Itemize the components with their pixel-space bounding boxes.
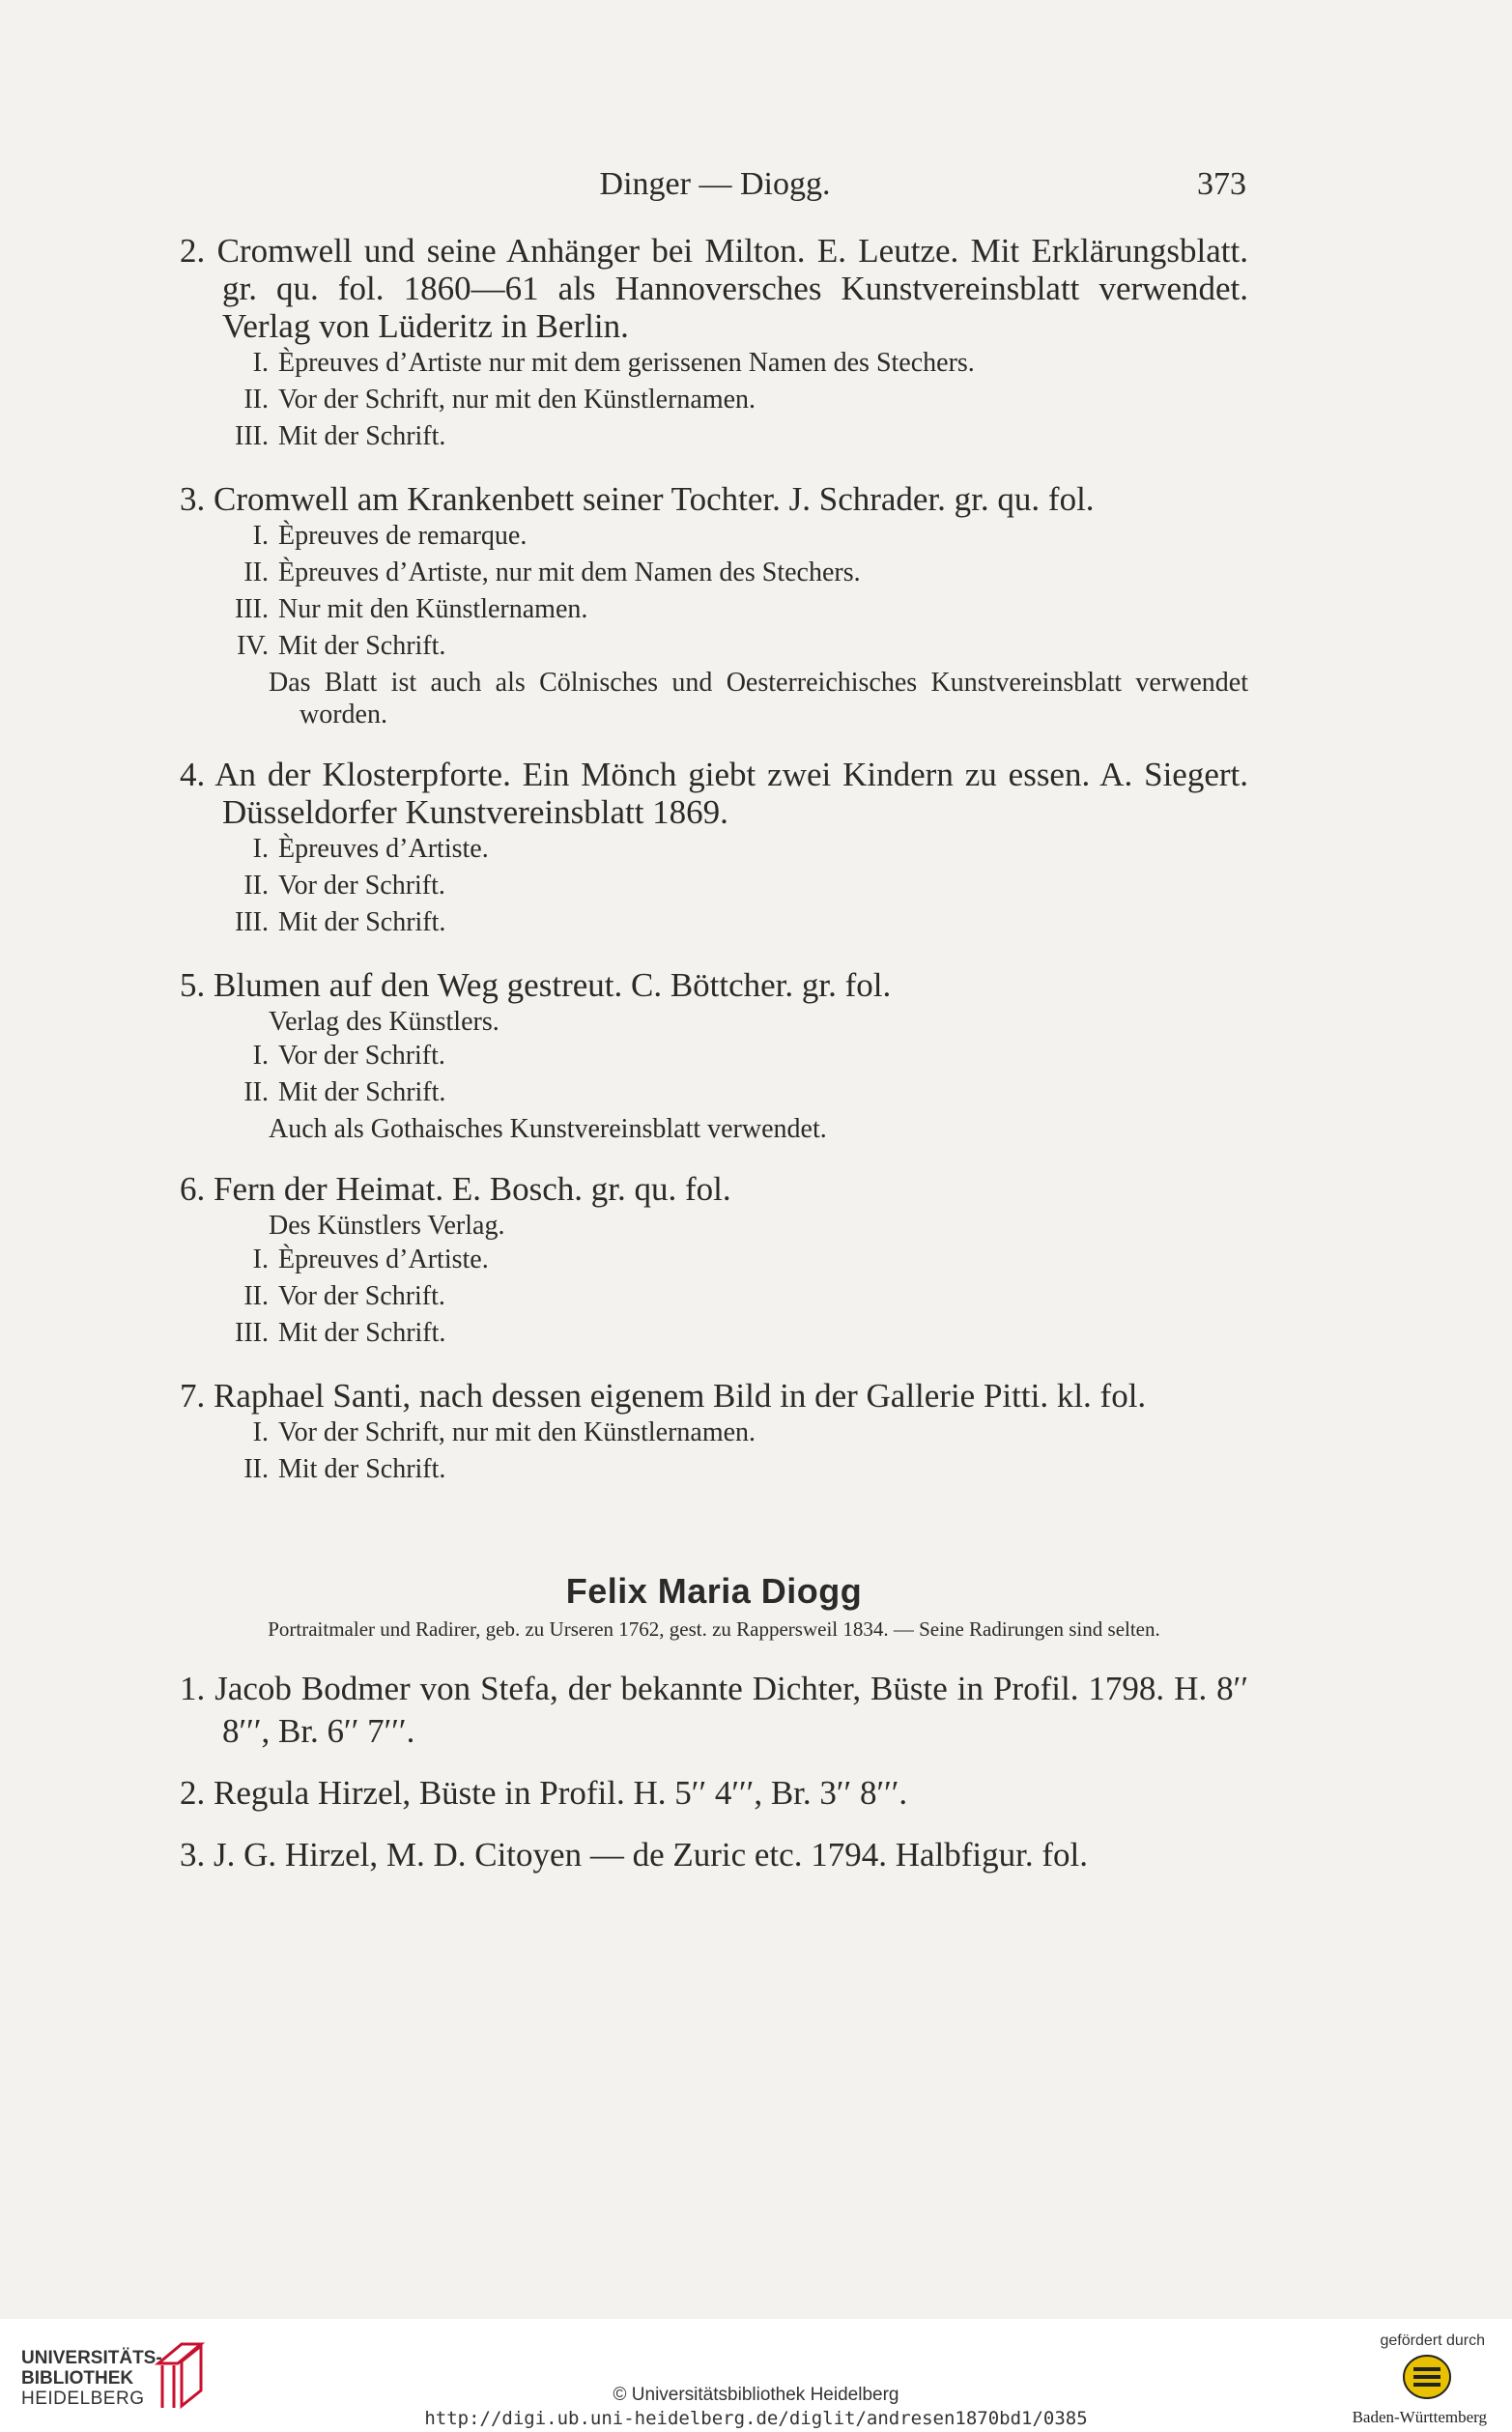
- running-header: [184, 166, 1246, 213]
- state-line: [180, 831, 1248, 868]
- state-number: II.: [243, 385, 269, 415]
- state-line: [180, 1315, 1248, 1352]
- state-number: II.: [243, 871, 269, 901]
- state-line: [180, 1038, 1248, 1074]
- entry-note: Auch als Gothaisches Kunstvereinsblatt verwendet.: [269, 1114, 827, 1144]
- state-line: [180, 628, 1248, 665]
- header-title: Dinger — Diogg.: [599, 166, 831, 202]
- catalogue-entry: [180, 756, 1248, 941]
- library-line3: HEIDELBERG: [21, 2389, 145, 2409]
- state-number: I.: [252, 1245, 269, 1274]
- catalogue-entry: [180, 480, 1248, 730]
- state-line: [180, 1415, 1248, 1451]
- page-footer: [0, 2319, 1512, 2432]
- state-number: II.: [243, 1077, 269, 1107]
- state-text: Mit der Schrift.: [278, 1454, 446, 1484]
- state-line: [180, 1074, 1248, 1111]
- state-text: Nur mit den Künstlernamen.: [278, 594, 588, 624]
- library-line1: UNIVERSITÄTS-: [21, 2348, 162, 2368]
- page-number: 373: [1197, 166, 1246, 202]
- work-item: 2. Regula Hirzel, Büste in Profil. H. 5′′ 4′′′, Br. 3′′ 8′′′.: [180, 1774, 908, 1812]
- state-text: Èpreuves d’Artiste.: [278, 1245, 489, 1274]
- works-list: [180, 1668, 1248, 1876]
- state-line: [180, 382, 1248, 418]
- catalogue-entry: [180, 1377, 1248, 1488]
- state-text: Èpreuves d’Artiste, nur mit dem Namen des Stechers.: [278, 558, 861, 587]
- artist-bio: Portraitmaler und Radirer, geb. zu Urseren 1762, gest. zu Rappersweil 1834. — Seine Radirungen sind selten.: [268, 1617, 1160, 1641]
- library-line2: BIBLIOTHEK: [21, 2368, 134, 2389]
- state-number: I.: [252, 348, 269, 378]
- state-text: Mit der Schrift.: [278, 421, 446, 451]
- entry-list: [180, 232, 1248, 1488]
- entry-title: 3. Cromwell am Krankenbett seiner Tochter. J. Schrader. gr. qu. fol.: [180, 480, 1095, 518]
- artist-heading: Felix Maria Diogg: [565, 1571, 863, 1611]
- entry-title: 7. Raphael Santi, nach dessen eigenem Bild in der Gallerie Pitti. kl. fol.: [180, 1377, 1147, 1415]
- state-number: II.: [243, 558, 269, 587]
- state-line: [180, 345, 1248, 382]
- state-number: I.: [252, 1041, 269, 1071]
- state-text: Mit der Schrift.: [278, 1077, 446, 1107]
- state-line: [180, 591, 1248, 628]
- permalink[interactable]: http://digi.ub.uni-heidelberg.de/diglit/andresen1870bd1/0385: [424, 2408, 1088, 2429]
- work-item: 1. Jacob Bodmer von Stefa, der bekannte Dichter, Büste in Profil. 1798. H. 8′′ 8′′′, Br. 6′′ 7′′′.: [180, 1670, 1248, 1750]
- entry-publisher-note: Verlag des Künstlers.: [269, 1007, 499, 1037]
- catalogue-content: [180, 232, 1248, 1896]
- entry-publisher-note: Des Künstlers Verlag.: [269, 1211, 505, 1241]
- state-number: I.: [252, 1417, 269, 1447]
- state-text: Èpreuves d’Artiste nur mit dem gerissenen Namen des Stechers.: [278, 348, 975, 378]
- copyright-text: © Universitätsbibliothek Heidelberg: [613, 2385, 899, 2405]
- state-line: [180, 868, 1248, 904]
- state-number: III.: [235, 421, 269, 451]
- state-number: III.: [235, 594, 269, 624]
- state-line: [180, 1278, 1248, 1315]
- state-number: I.: [252, 521, 269, 551]
- state-number: III.: [235, 907, 269, 937]
- catalogue-entry: [180, 966, 1248, 1145]
- state-line: [180, 1451, 1248, 1488]
- entry-title: 5. Blumen auf den Weg gestreut. C. Böttcher. gr. fol.: [180, 966, 892, 1004]
- state-line: [180, 1242, 1248, 1278]
- state-line: [180, 904, 1248, 941]
- state-text: Vor der Schrift, nur mit den Künstlernamen.: [278, 385, 756, 415]
- coat-of-arms-icon: [1400, 2352, 1454, 2402]
- state-line: [180, 518, 1248, 555]
- state-text: Vor der Schrift.: [278, 871, 445, 901]
- funder-name: Baden-Württemberg: [1352, 2408, 1487, 2426]
- state-text: Èpreuves de remarque.: [278, 521, 528, 551]
- entry-note: Das Blatt ist auch als Cölnisches und Oesterreichisches Kunstvereinsblatt verwendet worden.: [269, 668, 1248, 730]
- state-number: II.: [243, 1454, 269, 1484]
- state-number: II.: [243, 1281, 269, 1311]
- state-number: I.: [252, 834, 269, 864]
- state-text: Mit der Schrift.: [278, 1318, 446, 1348]
- state-line: [180, 418, 1248, 455]
- state-text: Èpreuves d’Artiste.: [278, 834, 489, 864]
- work-item: 3. J. G. Hirzel, M. D. Citoyen — de Zuric etc. 1794. Halbfigur. fol.: [180, 1836, 1088, 1874]
- catalogue-entry: [180, 1170, 1248, 1352]
- state-text: Vor der Schrift.: [278, 1281, 445, 1311]
- state-text: Mit der Schrift.: [278, 631, 446, 661]
- state-text: Vor der Schrift, nur mit den Künstlernamen.: [278, 1417, 756, 1447]
- state-text: Vor der Schrift.: [278, 1041, 445, 1071]
- state-number: IV.: [237, 631, 269, 661]
- entry-title: 4. An der Klosterpforte. Ein Mönch giebt zwei Kindern zu essen. A. Siegert. Düsseldorfer Kunstvereinsblatt 1869.: [180, 756, 1248, 831]
- entry-title: 2. Cromwell und seine Anhänger bei Milton. E. Leutze. Mit Erklärungsblatt. gr. qu. fol. 1860—61 als Hannoversches Kunstvereinsblatt verwendet. Verlag von Lüderitz in Berlin.: [180, 232, 1248, 345]
- state-text: Mit der Schrift.: [278, 907, 446, 937]
- state-number: III.: [235, 1318, 269, 1348]
- state-line: [180, 555, 1248, 591]
- catalogue-entry: [180, 232, 1248, 455]
- entry-title: 6. Fern der Heimat. E. Bosch. gr. qu. fol.: [180, 1170, 731, 1208]
- funded-by-label: gefördert durch: [1380, 2332, 1485, 2349]
